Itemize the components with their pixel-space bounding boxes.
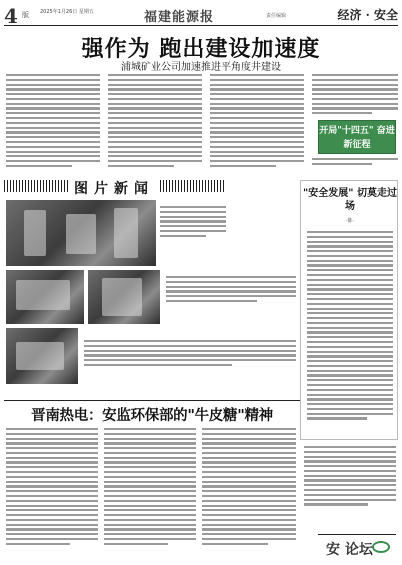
date-line: 2025年1月26日 星期五 bbox=[40, 9, 94, 15]
lead-article-body-col-4b bbox=[312, 158, 398, 165]
photo-section-title: 图片新闻 bbox=[68, 178, 160, 198]
article-divider bbox=[4, 400, 300, 401]
news-photo-2-caption bbox=[166, 276, 296, 302]
news-photo-4-caption bbox=[84, 340, 296, 366]
lead-article-body-col-3 bbox=[210, 74, 304, 167]
commentary-author: ·陈· bbox=[345, 218, 355, 224]
second-article-body-col-3 bbox=[202, 428, 296, 545]
section-badge: 开局"十四五" 奋进新征程 bbox=[318, 120, 396, 154]
news-photo-2 bbox=[6, 270, 84, 324]
news-photo-1-caption bbox=[160, 206, 226, 237]
commentary-sidebar bbox=[300, 180, 398, 440]
second-article-body-col-1 bbox=[6, 428, 98, 545]
section-name: 经济 · 安全 bbox=[337, 8, 398, 22]
page-label: 版 bbox=[22, 11, 29, 19]
lead-headline: 强作为 跑出建设加速度 bbox=[81, 36, 321, 62]
news-photo-4 bbox=[6, 328, 78, 384]
forum-logo-mark-icon bbox=[372, 541, 390, 553]
lead-article-body-col-2 bbox=[108, 74, 202, 167]
forum-logo-text: 安 论坛 bbox=[326, 542, 373, 558]
lead-article-body-col-4 bbox=[312, 74, 398, 114]
page-header bbox=[4, 4, 398, 26]
second-article-body-col-2 bbox=[104, 428, 196, 545]
lead-article-body-col-1 bbox=[6, 74, 100, 167]
commentary-body bbox=[307, 231, 393, 420]
masthead: 福建能源报 bbox=[144, 10, 215, 25]
news-photo-3 bbox=[88, 270, 160, 324]
news-photo-1 bbox=[6, 200, 156, 266]
commentary-title: "安全发展" 切莫走过场 bbox=[303, 188, 397, 212]
sidebar-continued-body bbox=[304, 446, 396, 506]
lead-subheadline: 浦城矿业公司加速推进平角度井建设 bbox=[121, 62, 281, 73]
editor-line: 责任编辑 bbox=[266, 13, 287, 19]
forum-logo bbox=[318, 534, 396, 558]
page-number: 4 bbox=[4, 4, 18, 28]
second-article-headline: 晋南热电：安监环保部的"牛皮糖"精神 bbox=[31, 407, 273, 424]
